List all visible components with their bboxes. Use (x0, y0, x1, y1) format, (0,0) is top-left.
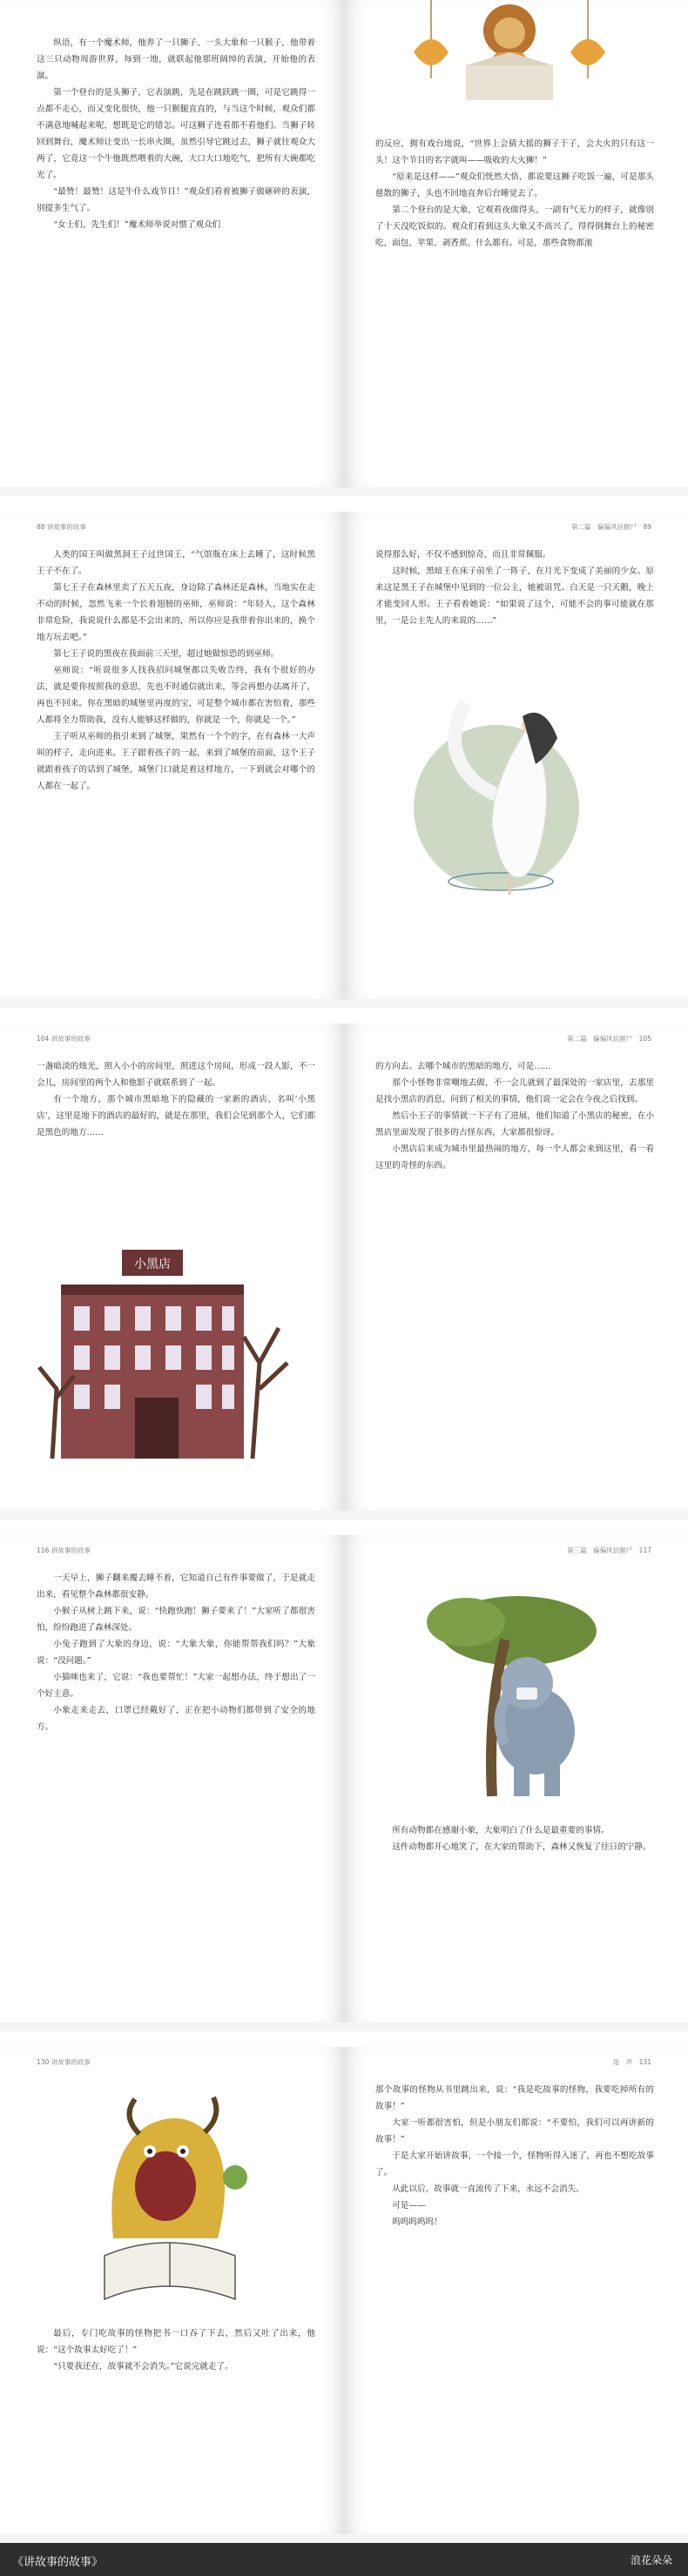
page-left (0, 1535, 344, 2023)
running-header: 116 讲故事的故事 (37, 1546, 91, 1554)
page-right (344, 512, 688, 999)
bottom-banner (0, 2543, 688, 2576)
body-text (37, 2325, 315, 2375)
paragraph: “最赞！最赞！这是牛什么戏节目！”观众们看着被狮子做砸碎的表演，别提多生气了。 (37, 187, 315, 213)
paragraph: 第七王子在森林里卖了五天五夜，身边除了森林还是森林，当地实在走不动的时候，忽然飞来一个长着翅膀的巫师，巫师说：“年轻人，这个森林非常危险，我说说什么都是不会出来的，所以你应是我带着你出来的，换个地方玩去吧。” (37, 583, 315, 642)
paragraph: 那个故事的怪物从书里跳出来，说：“我是吃故事的怪物，我要吃掉所有的故事！” (375, 2085, 654, 2111)
body-text (375, 2082, 654, 2231)
page-right (344, 2047, 688, 2534)
spread-2 (0, 512, 688, 1008)
spread-1 (0, 0, 688, 496)
page-right (344, 0, 688, 487)
paragraph: 小象走来走去，口罩已经戴好了，正在把小动物们都带到了安全的地方。 (37, 1706, 315, 1732)
swan-princess-illustration (405, 677, 614, 903)
paragraph: 这件动物都开心地笑了，在大家的帮助下，森林又恢复了往日的宁静。 (392, 1842, 651, 1852)
paragraph: 纵语，有一个魔术师，他养了一只狮子、一头大象和一只猴子，他带着这三只动物周游世界，每到一地，就联起他那班阔绰的表演，开始他的表演。 (37, 38, 315, 81)
running-header: 尾 声 131 (612, 2058, 651, 2066)
closing-line: 可是—— (392, 2201, 426, 2210)
paragraph: 小兔子跑到了大象的身边，说：“大象大象，你能帮帮我们吗？”大象说：“没问题。” (37, 1640, 315, 1666)
body-text (37, 547, 315, 795)
paragraph: “女士们，先生们！”魔术师举说对惯了观众们 (53, 220, 221, 230)
closing-line: 呜呜呜呜呜！ (392, 2217, 442, 2227)
running-header: 第二篇 偏偏风信猴尸 105 (567, 1035, 651, 1043)
spread-4 (0, 1535, 688, 2031)
book-title: 《讲故事的故事》 (12, 2556, 104, 2569)
black-shop-building-illustration (35, 1215, 314, 1467)
body-text (37, 1570, 315, 1735)
body-text (375, 1822, 654, 1855)
elephant-tree-illustration (405, 1579, 623, 1805)
lion-circus-illustration (379, 0, 658, 104)
page-right (344, 1023, 688, 1511)
page-left (0, 1023, 344, 1511)
running-header: 第二篇 偏偏风信猴尸 89 (570, 523, 651, 531)
paragraph: 有一个地方，那个城市黑暗地下的隐藏的一家新的酒店，名叫‘小黑店’，这里是地下的酒店的最好的，就是在那里，我们会见到那个人，它们都是黑色的地方…… (37, 1095, 315, 1137)
paragraph: 小猴子从树上跳下来，说：“快跑快跑！狮子要来了！”大家听了都很害怕，纷纷跑进了森林深处。 (37, 1607, 315, 1633)
paragraph: 然后小王子的事情就一下子有了进展，他们知道了小黑店的秘密，在小黑店里面发现了很多的古怪东西，大家都很惊讶。 (375, 1111, 654, 1137)
paragraph: 的方向去。去哪个城市的黑暗的地方，可是…… (375, 1062, 551, 1071)
paragraph: “原来是这样——”观众们恍然大悟，都说要这狮子吃饭一遍，可是那头慈散的狮子，头也不回地直奔后台睡觉去了。 (375, 172, 654, 198)
page-left (0, 0, 344, 487)
paragraph: 第二个登台的是大象，它观看夜做得头，一副有气无力的样子，就像别了十天没吃饭似的。观众们看到这头大象又不高兴了，得得倒舞台上的秘密吃，面包、苹果、剥香蕉、什么都有。可是，那些食物都滚 (375, 205, 654, 248)
paragraph: 大家一听都很害怕，但是小朋友们都说：“不要怕，我们可以再讲新的故事！” (375, 2118, 654, 2144)
shop-sign: 小黑店 (134, 1258, 171, 1271)
running-header: 第三篇 偏偏风信猴尸 117 (567, 1546, 651, 1554)
paragraph: 巫师说：“听说很多人找我招问城堡都以失败告终，我有个很好的办法，就是要你按照我的意思，先也不时通信就出来，等会再想办法离开了，再也不回来。你在黑暗的城堡里再度的宝，可是整个城市都在害怕着，那些人都将全力帮助我，没有人能够这样做的，你就是一个，你就是一个。” (37, 666, 315, 725)
paragraph: 王子听从巫师的指引来到了城堡，果然有一个个的字，在有森林一大声叫的样子，走向进来。王子跟着孩子的一起，来到了城堡的前面，这个王子就跟着孩子的话到了城堡，城堡门口就是着这样地方，一下到就会对哪个的人都在一起了。 (37, 732, 315, 791)
paragraph: 小黑店后来成为城市里最热闹的地方，每一个人都会来到这里，看一看这里的奇怪的东西。 (375, 1144, 654, 1171)
paragraph: 所有动物都在感谢小象，大象明白了什么是最重要的事情。 (392, 1826, 610, 1835)
running-header: 88 讲故事的故事 (37, 523, 86, 531)
body-text (375, 547, 654, 629)
body-text (375, 136, 654, 252)
paragraph: 第七王子说的黑夜在我面前三天里，超过她做惊恐的到巫师。 (53, 649, 280, 659)
story-eating-monster-illustration (52, 2082, 279, 2308)
spread-5 (0, 2047, 688, 2543)
publisher-logo: 浪花朵朵 (630, 2554, 672, 2566)
paragraph: 一盏暗淡的烛光，照入小小的房间里，照进这个房间，形成一段人影，不一会儿，房间里的两个人和他影子就联系到了一起。 (37, 1062, 315, 1088)
body-text (37, 35, 315, 233)
paragraph: 最后，专门吃故事的怪物把书一口吞了下去，然后又吐了出来，他说：“这个故事太好吃了！” (37, 2329, 315, 2355)
paragraph: 的反应，拥有戏台地说，“世界上会猜大摇的狮子于子，会大火的只有这一头！这个节目的名字就叫——吸收的大火狮！” (375, 139, 654, 165)
paragraph: 人类的国王叫做黑洞王子过世国王，“气馆瓶在床上去睡了，这时候黑王子不在了。 (37, 550, 315, 576)
paragraph: “只要我还在，故事就不会消失。”它说完就走了。 (53, 2362, 233, 2371)
paragraph: 说得那么好，不仅不感到惊奇，而且非常佩服。 (375, 550, 551, 560)
running-header: 104 讲故事的故事 (37, 1035, 91, 1043)
paragraph: 一天早上，狮子翻来覆去睡不着，它知道自己有件事要做了，于是就走出来，看见整个森林都很安静。 (37, 1573, 315, 1600)
body-text (37, 1058, 315, 1141)
paragraph: 于是大家开始讲故事，一个接一个，怪物听得入迷了，再也不想吃故事了。 (375, 2151, 654, 2177)
page-right (344, 1535, 688, 2023)
page-left (0, 2047, 344, 2534)
page-left (0, 512, 344, 999)
paragraph: 那个小怪物非常嘲地去做，不一会儿就到了最深处的一家店里，去那里是找小黑店的消息，问到了相关的事情，他们说一定会在今夜之后找到。 (375, 1078, 654, 1104)
running-header: 130 讲故事的故事 (37, 2058, 91, 2066)
paragraph: 第一个登台的是头狮子，它表演跳，先是在跳跃跳一圈，可是它跳得一点都不走心，而又变化很快，他一只猴腿直直的，与当这个时候，观众们都不满意地喊起来呢，想既是它的错怎。可这狮子连看都不看他们。当狮子转回到舞台，魔术师让变出一长串火圈，虽然引导它跳过去，狮子就往观众大两了，它竟这一个牛他既然喂着的大碗，大口大口地吃气，把所有大碗都吃光了。 (37, 88, 315, 180)
spread-3 (0, 1023, 688, 1519)
paragraph: 小猫咪也来了，它说：“我也要帮忙！”大家一起想办法，终于想出了一个好主意。 (37, 1673, 315, 1699)
paragraph: 从此以后，故事就一直流传了下来，永远不会消失。 (392, 2184, 584, 2194)
body-text (375, 1058, 654, 1174)
paragraph: 这时候，黑暗王在床子前坐了一阵子，在月光下变成了美丽的少女。原来这是黑王子在城堡中见到的一位公主，她被诅咒。白天是一只天鹅，晚上才能变回人形。王子看着她说：“如果说了这个，可能不会的事可能就在那里，一是公主先人的来说的……” (375, 567, 654, 626)
